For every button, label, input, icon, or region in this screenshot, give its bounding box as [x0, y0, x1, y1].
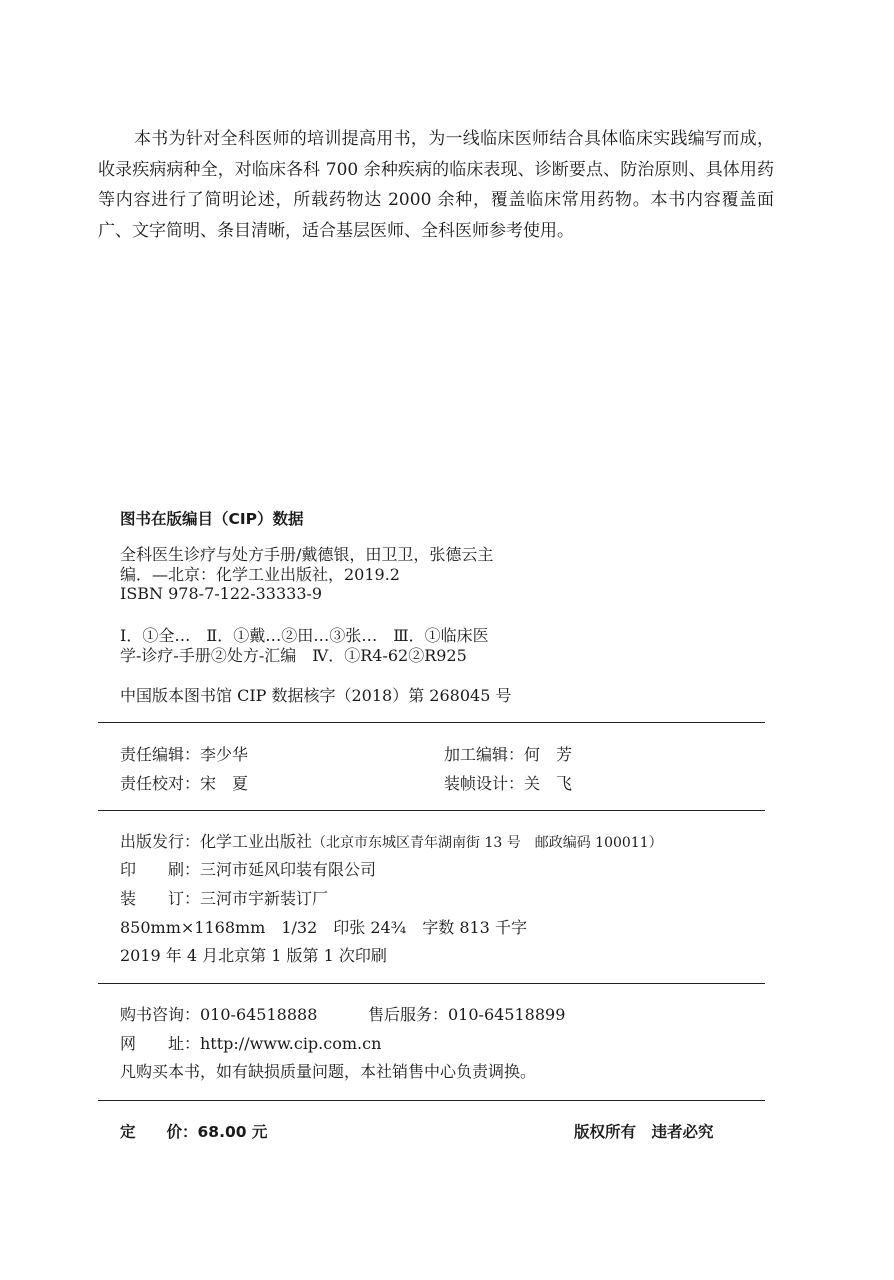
description-text: 本书为针对全科医师的培训提高用书，为一线临床医师结合具体临床实践编写而成，收录疾病病种全，对临床各科 700 余种疾病的临床表现、诊断要点、防治原则、具体用药等内容进行了简明论述，所载药物达 2000 余种，覆盖临床常用药物。本书内容覆盖面广、文字简明、条目清晰，适合基层医师、全科医师参考使用。	[98, 129, 775, 241]
cip-subjects	[120, 626, 590, 665]
printer: 印 刷：三河市延风印装有限公司	[120, 860, 377, 879]
cip-record-line: 全科医生诊疗与处方手册/戴德银，田卫卫，张德云主	[120, 545, 494, 564]
purchase-hotline: 购书咨询：010-64518888	[120, 1005, 318, 1024]
cip-subject-line: Ⅰ．①全… Ⅱ．①戴…②田…③张… Ⅲ．①临床医	[120, 626, 489, 645]
divider	[98, 722, 765, 723]
processing-editor: 加工编辑：何 芳	[444, 745, 573, 764]
publisher-label: 出版发行：化学工业出版社	[120, 832, 313, 851]
cover-designer: 装帧设计：关 飞	[444, 774, 573, 793]
price: 定 价：68.00 元	[120, 1123, 268, 1141]
divider	[98, 810, 765, 811]
copyright-notice: 版权所有 违者必究	[574, 1123, 714, 1141]
cip-record	[120, 545, 590, 604]
cip-title: 图书在版编目（CIP）数据	[120, 510, 304, 528]
website: 网 址：http://www.cip.com.cn	[120, 1034, 382, 1053]
binder: 装 订：三河市宇新装订厂	[120, 889, 329, 908]
responsible-editor: 责任编辑：李少华	[120, 745, 249, 764]
cip-verification: 中国版本图书馆 CIP 数据核字（2018）第 268045 号	[120, 686, 512, 705]
divider	[98, 983, 765, 984]
publisher-address: （北京市东城区青年湖南街 13 号 邮政编码 100011）	[312, 835, 663, 851]
book-format: 850mm×1168mm 1/32 印张 24¾ 字数 813 千字	[120, 918, 527, 937]
after-sales-hotline: 售后服务：010-64518899	[368, 1005, 566, 1024]
cip-record-line: ISBN 978-7-122-33333-9	[120, 584, 323, 603]
edition-info: 2019 年 4 月北京第 1 版第 1 次印刷	[120, 946, 387, 965]
replacement-notice: 凡购买本书，如有缺损质量问题，本社销售中心负责调换。	[120, 1062, 537, 1081]
cip-record-line: 编．—北京：化学工业出版社，2019.2	[120, 564, 400, 584]
proofreader: 责任校对：宋 夏	[120, 774, 249, 793]
publisher	[120, 829, 663, 852]
book-description	[98, 124, 774, 246]
cip-subject-line: 学-诊疗-手册②处方-汇编 Ⅳ．①R4-62②R925	[120, 645, 467, 665]
divider	[98, 1100, 765, 1101]
